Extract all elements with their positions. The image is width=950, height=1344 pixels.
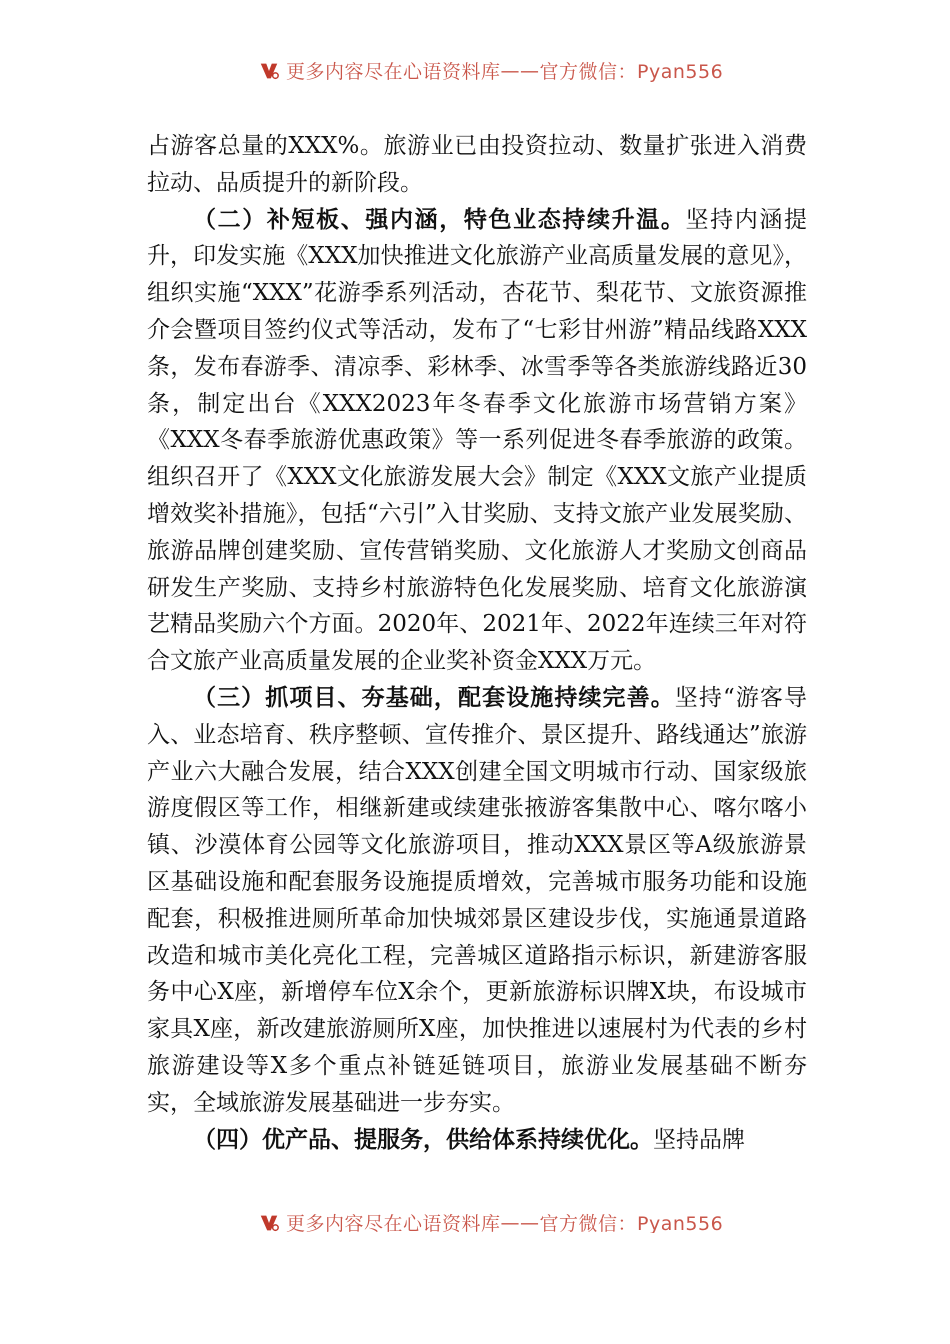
paragraph-4-body: 坚持品牌 <box>653 1126 745 1153</box>
document-body <box>147 128 807 1158</box>
header-watermark <box>0 55 950 83</box>
brand-logo-icon <box>258 1212 280 1234</box>
brand-logo-icon <box>258 60 280 82</box>
paragraph-3-body: 坚持“游客导入、业态培育、秩序整顿、宣传推介、景区提升、路线通达”旅游产业六大融合发展，结合XXX创建全国文明城市行动、国家级旅游度假区等工作，相继新建或续建张掖游客集散中心、喀尔喀小镇、沙漠体育公园等文化旅游项目，推动XXX景区等A级旅游景区基础设施和配套服务设施提质增效，完善城市服务功能和设施配套，积极推进厕所革命加快城郊景区建设步伐，实施通景道路改造和城市美化亮化工程，完善城区道路指示标识，新建游客服务中心X座，新增停车位X余个，更新旅游标识牌X块，布设城市家具X座，新改建旅游厕所X座，加快推进以速展村为代表的乡村旅游建设等X多个重点补链延链项目，旅游业发展基础不断夯实，全域旅游发展基础进一步夯实。 <box>147 684 808 1116</box>
paragraph-1 <box>147 128 807 202</box>
paragraph-2 <box>147 202 807 680</box>
watermark-separator: —— <box>500 1211 540 1233</box>
watermark-suffix: 官方微信：Pyan556 <box>539 61 724 83</box>
paragraph-4-heading: （四）优产品、提服务，供给体系持续优化。 <box>193 1125 653 1153</box>
watermark-separator: —— <box>500 59 540 82</box>
watermark-suffix: 官方微信：Pyan556 <box>539 1213 724 1233</box>
paragraph-3-heading: （三）抓项目、夯基础，配套设施持续完善。 <box>193 683 675 711</box>
paragraph-4 <box>147 1122 807 1159</box>
paragraph-2-heading: （二）补短板、强内涵，特色业态持续升温。 <box>193 205 686 233</box>
watermark-brand: 更多内容尽在心语资料库 <box>286 61 501 83</box>
paragraph-2-body: 坚持内涵提升，印发实施《XXX加快推进文化旅游产业高质量发展的意见》，组织实施“XXX”花游季系列活动，杏花节、梨花节、文旅资源推介会暨项目签约仪式等活动，发布了“七彩甘州游”精品线路XXX条，发布春游季、清凉季、彩林季、冰雪季等各类旅游线路近30条，制定出台《XXX2023年冬春季文化旅游市场营销方案》《XXX冬春季旅游优惠政策》等一系列促进冬春季旅游的政策。组织召开了《XXX文化旅游发展大会》制定《XXX文旅产业提质增效奖补措施》，包括“六引”入甘奖励、支持文旅产业发展奖励、旅游品牌创建奖励、宣传营销奖励、文化旅游人才奖励文创商品研发生产奖励、支持乡村旅游特色化发展奖励、培育文化旅游演艺精品奖励六个方面。2020年、2021年、2022年连续三年对符合文旅产业高质量发展的企业奖补资金XXX万元。 <box>147 206 807 675</box>
paragraph-1-body: 占游客总量的XXX%。旅游业已由投资拉动、数量扩张进入消费拉动、品质提升的新阶段。 <box>147 133 807 196</box>
footer-watermark <box>0 1205 950 1233</box>
paragraph-3 <box>147 680 807 1122</box>
watermark-brand: 更多内容尽在心语资料库 <box>286 1213 501 1233</box>
